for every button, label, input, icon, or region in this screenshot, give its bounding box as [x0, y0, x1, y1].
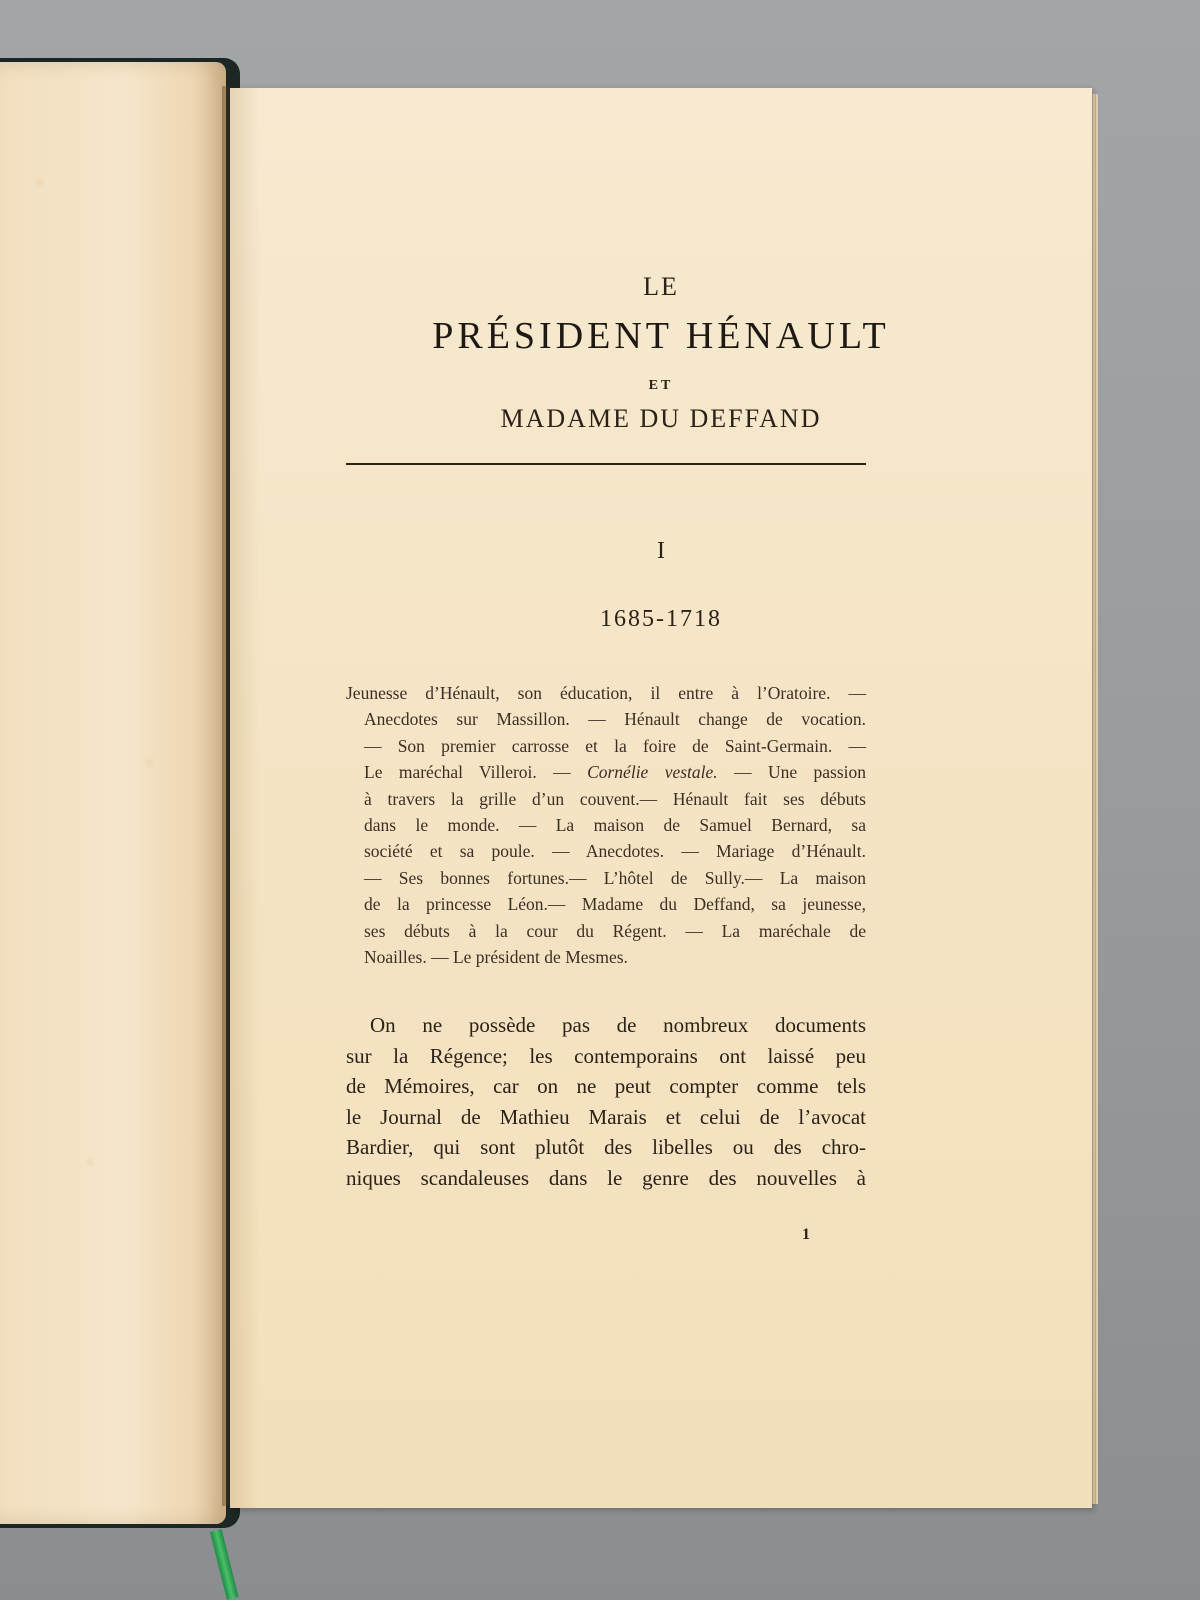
summary-line: — Son premier carrosse et la foire de Saint-Germain. —	[364, 735, 866, 756]
body-paragraph	[346, 1010, 866, 1194]
title-rule	[346, 463, 866, 465]
chapter-number: I	[657, 538, 665, 564]
summary-italic-title: Cornélie vestale.	[587, 762, 718, 783]
title-le: LE	[643, 272, 679, 301]
body-line: le Journal de Mathieu Marais et celui de l’avocat	[346, 1104, 866, 1129]
page-number: 1	[802, 1226, 810, 1243]
summary-line: Anecdotes sur Massillon. — Hénault change de vocation.	[364, 709, 866, 730]
summary-line: dans le monde. — La maison de Samuel Bernard, sa	[364, 815, 866, 836]
summary-segment: Le maréchal Villeroi. —	[364, 762, 571, 783]
book-title: PRÉSIDENT HÉNAULT	[432, 315, 890, 357]
book-subtitle: MADAME DU DEFFAND	[500, 404, 822, 433]
summary-segment: — Une passion	[734, 762, 866, 783]
summary-line: Jeunesse d’Hénault, son éducation, il entre à l’Oratoire. —	[346, 683, 866, 703]
left-page	[0, 62, 226, 1524]
summary-line: de la princesse Léon.— Madame du Deffand, sa jeunesse,	[364, 894, 866, 915]
summary-line: — Ses bonnes fortunes.— L’hôtel de Sully.— La maison	[364, 867, 866, 888]
summary-line	[364, 759, 866, 785]
title-et: ET	[648, 378, 674, 393]
body-line: On ne possède pas de nombreux documents	[370, 1013, 866, 1037]
summary-line: à travers la grille d’un couvent.— Hénault fait ses débuts	[364, 788, 866, 809]
chapter-dates: 1685-1718	[600, 606, 722, 632]
chapter-summary	[346, 680, 866, 970]
body-line: niques scandaleuses dans le genre des nouvelles à	[346, 1165, 866, 1190]
summary-line: société et sa poule. — Anecdotes. — Mariage d’Hénault.	[364, 841, 866, 862]
right-page	[230, 88, 1092, 1508]
body-line: de Mémoires, car on ne peut compter comme tels	[346, 1074, 866, 1099]
summary-line: Noailles. — Le président de Mesmes.	[364, 947, 628, 968]
body-line: Bardier, qui sont plutôt des libelles ou des chro-	[346, 1135, 866, 1160]
body-line: sur la Régence; les contemporains ont laissé peu	[346, 1043, 866, 1068]
summary-line: ses débuts à la cour du Régent. — La maréchale de	[364, 920, 866, 941]
